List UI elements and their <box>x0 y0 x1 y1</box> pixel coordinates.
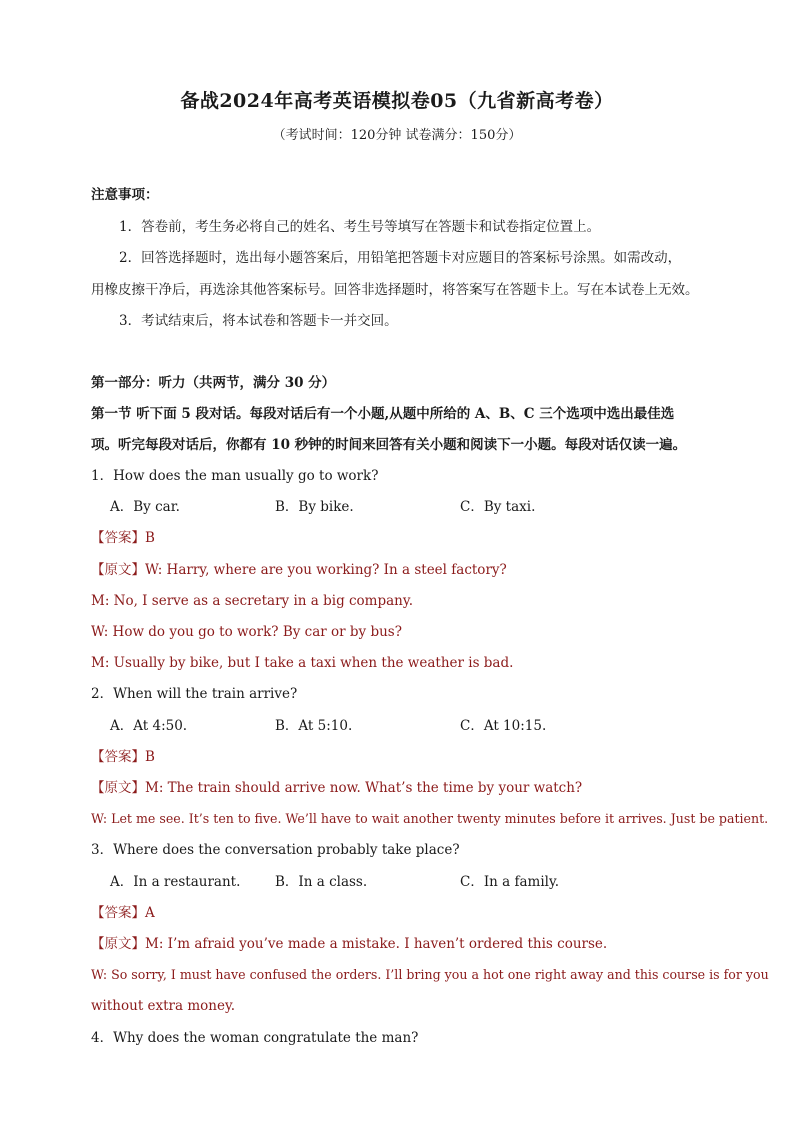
question-2-transcript-2: W: Let me see. It’s ten to five. We’ll have to wait another twenty minutes before it arrives. Just be patient. <box>91 811 769 826</box>
answer-value: B <box>145 749 155 765</box>
question-3-transcript-3: without extra money. <box>91 998 236 1014</box>
exam-info: （考试时间：120分钟 试卷满分：150分） <box>272 128 522 143</box>
question-2-transcript-1 <box>91 779 582 797</box>
question-3-transcript-2: W: So sorry, I must have confused the orders. I’ll bring you a hot one right away and this course is for you <box>91 967 769 982</box>
question-4-stem: 4．Why does the woman congratulate the man? <box>91 1030 419 1046</box>
answer-value: A <box>145 905 155 921</box>
question-2-option-a: A．At 4:50. <box>110 718 188 734</box>
question-2-stem: 2．When will the train arrive? <box>91 686 298 702</box>
question-1-option-b: B．By bike. <box>275 499 354 515</box>
transcript-text: W: Harry, where are you working? In a steel factory? <box>145 562 507 578</box>
answer-tag: 【答案】 <box>91 749 145 765</box>
question-3-transcript-1 <box>91 935 607 953</box>
question-3-option-a: A．In a restaurant. <box>110 874 241 890</box>
question-1-stem: 1．How does the man usually go to work? <box>91 468 379 484</box>
question-1-option-c: C．By taxi. <box>460 499 536 515</box>
transcript-text: M: The train should arrive now. What’s the time by your watch? <box>145 780 583 796</box>
transcript-tag: 【原文】 <box>91 562 145 578</box>
answer-tag: 【答案】 <box>91 905 145 921</box>
page-title: 备战2024年高考英语模拟卷05（九省新高考卷） <box>180 90 614 112</box>
question-1-transcript-2: M: No, I serve as a secretary in a big company. <box>91 593 413 609</box>
question-3-option-b: B．In a class. <box>275 874 368 890</box>
answer-value: B <box>145 530 155 546</box>
question-1-transcript-4: M: Usually by bike, but I take a taxi when the weather is bad. <box>91 655 514 671</box>
question-3-option-c: C．In a family. <box>460 874 560 890</box>
note-item-1: 1．答卷前，考生务必将自己的姓名、考生号等填写在答题卡和试卷指定位置上。 <box>119 219 601 235</box>
question-2-option-b: B．At 5:10. <box>275 718 353 734</box>
transcript-tag: 【原文】 <box>91 780 145 796</box>
transcript-text: M: I’m afraid you’ve made a mistake. I haven’t ordered this course. <box>145 936 608 952</box>
question-1-answer <box>91 529 155 547</box>
transcript-tag: 【原文】 <box>91 936 145 952</box>
question-1-option-a: A．By car. <box>110 499 180 515</box>
note-item-2-cont: 用橡皮擦干净后，再选涂其他答案标号。回答非选择题时，将答案写在答题卡上。写在本试卷上无效。 <box>91 282 699 298</box>
question-2-answer <box>91 748 155 766</box>
question-1-transcript-3: W: How do you go to work? By car or by bus? <box>91 624 402 640</box>
section1-instructions-line1: 第一节 听下面 5 段对话。每段对话后有一个小题,从题中所给的 A、B、C 三个选项中选出最佳选 <box>91 406 675 422</box>
answer-tag: 【答案】 <box>91 530 145 546</box>
section1-instructions-line2: 项。听完每段对话后，你都有 10 秒钟的时间来回答有关小题和阅读下一小题。每段对话仅读一遍。 <box>91 437 687 453</box>
question-3-answer <box>91 904 155 922</box>
question-1-transcript-1 <box>91 561 507 579</box>
question-2-option-c: C．At 10:15. <box>460 718 547 734</box>
part1-heading: 第一部分：听力（共两节，满分 30 分） <box>91 375 336 391</box>
note-item-3: 3．考试结束后，将本试卷和答题卡一并交回。 <box>119 313 398 329</box>
notes-heading: 注意事项： <box>91 187 159 203</box>
note-item-2: 2．回答选择题时，选出每小题答案后，用铅笔把答题卡对应题目的答案标号涂黑。如需改动， <box>119 250 682 266</box>
question-3-stem: 3．Where does the conversation probably take place? <box>91 842 460 858</box>
